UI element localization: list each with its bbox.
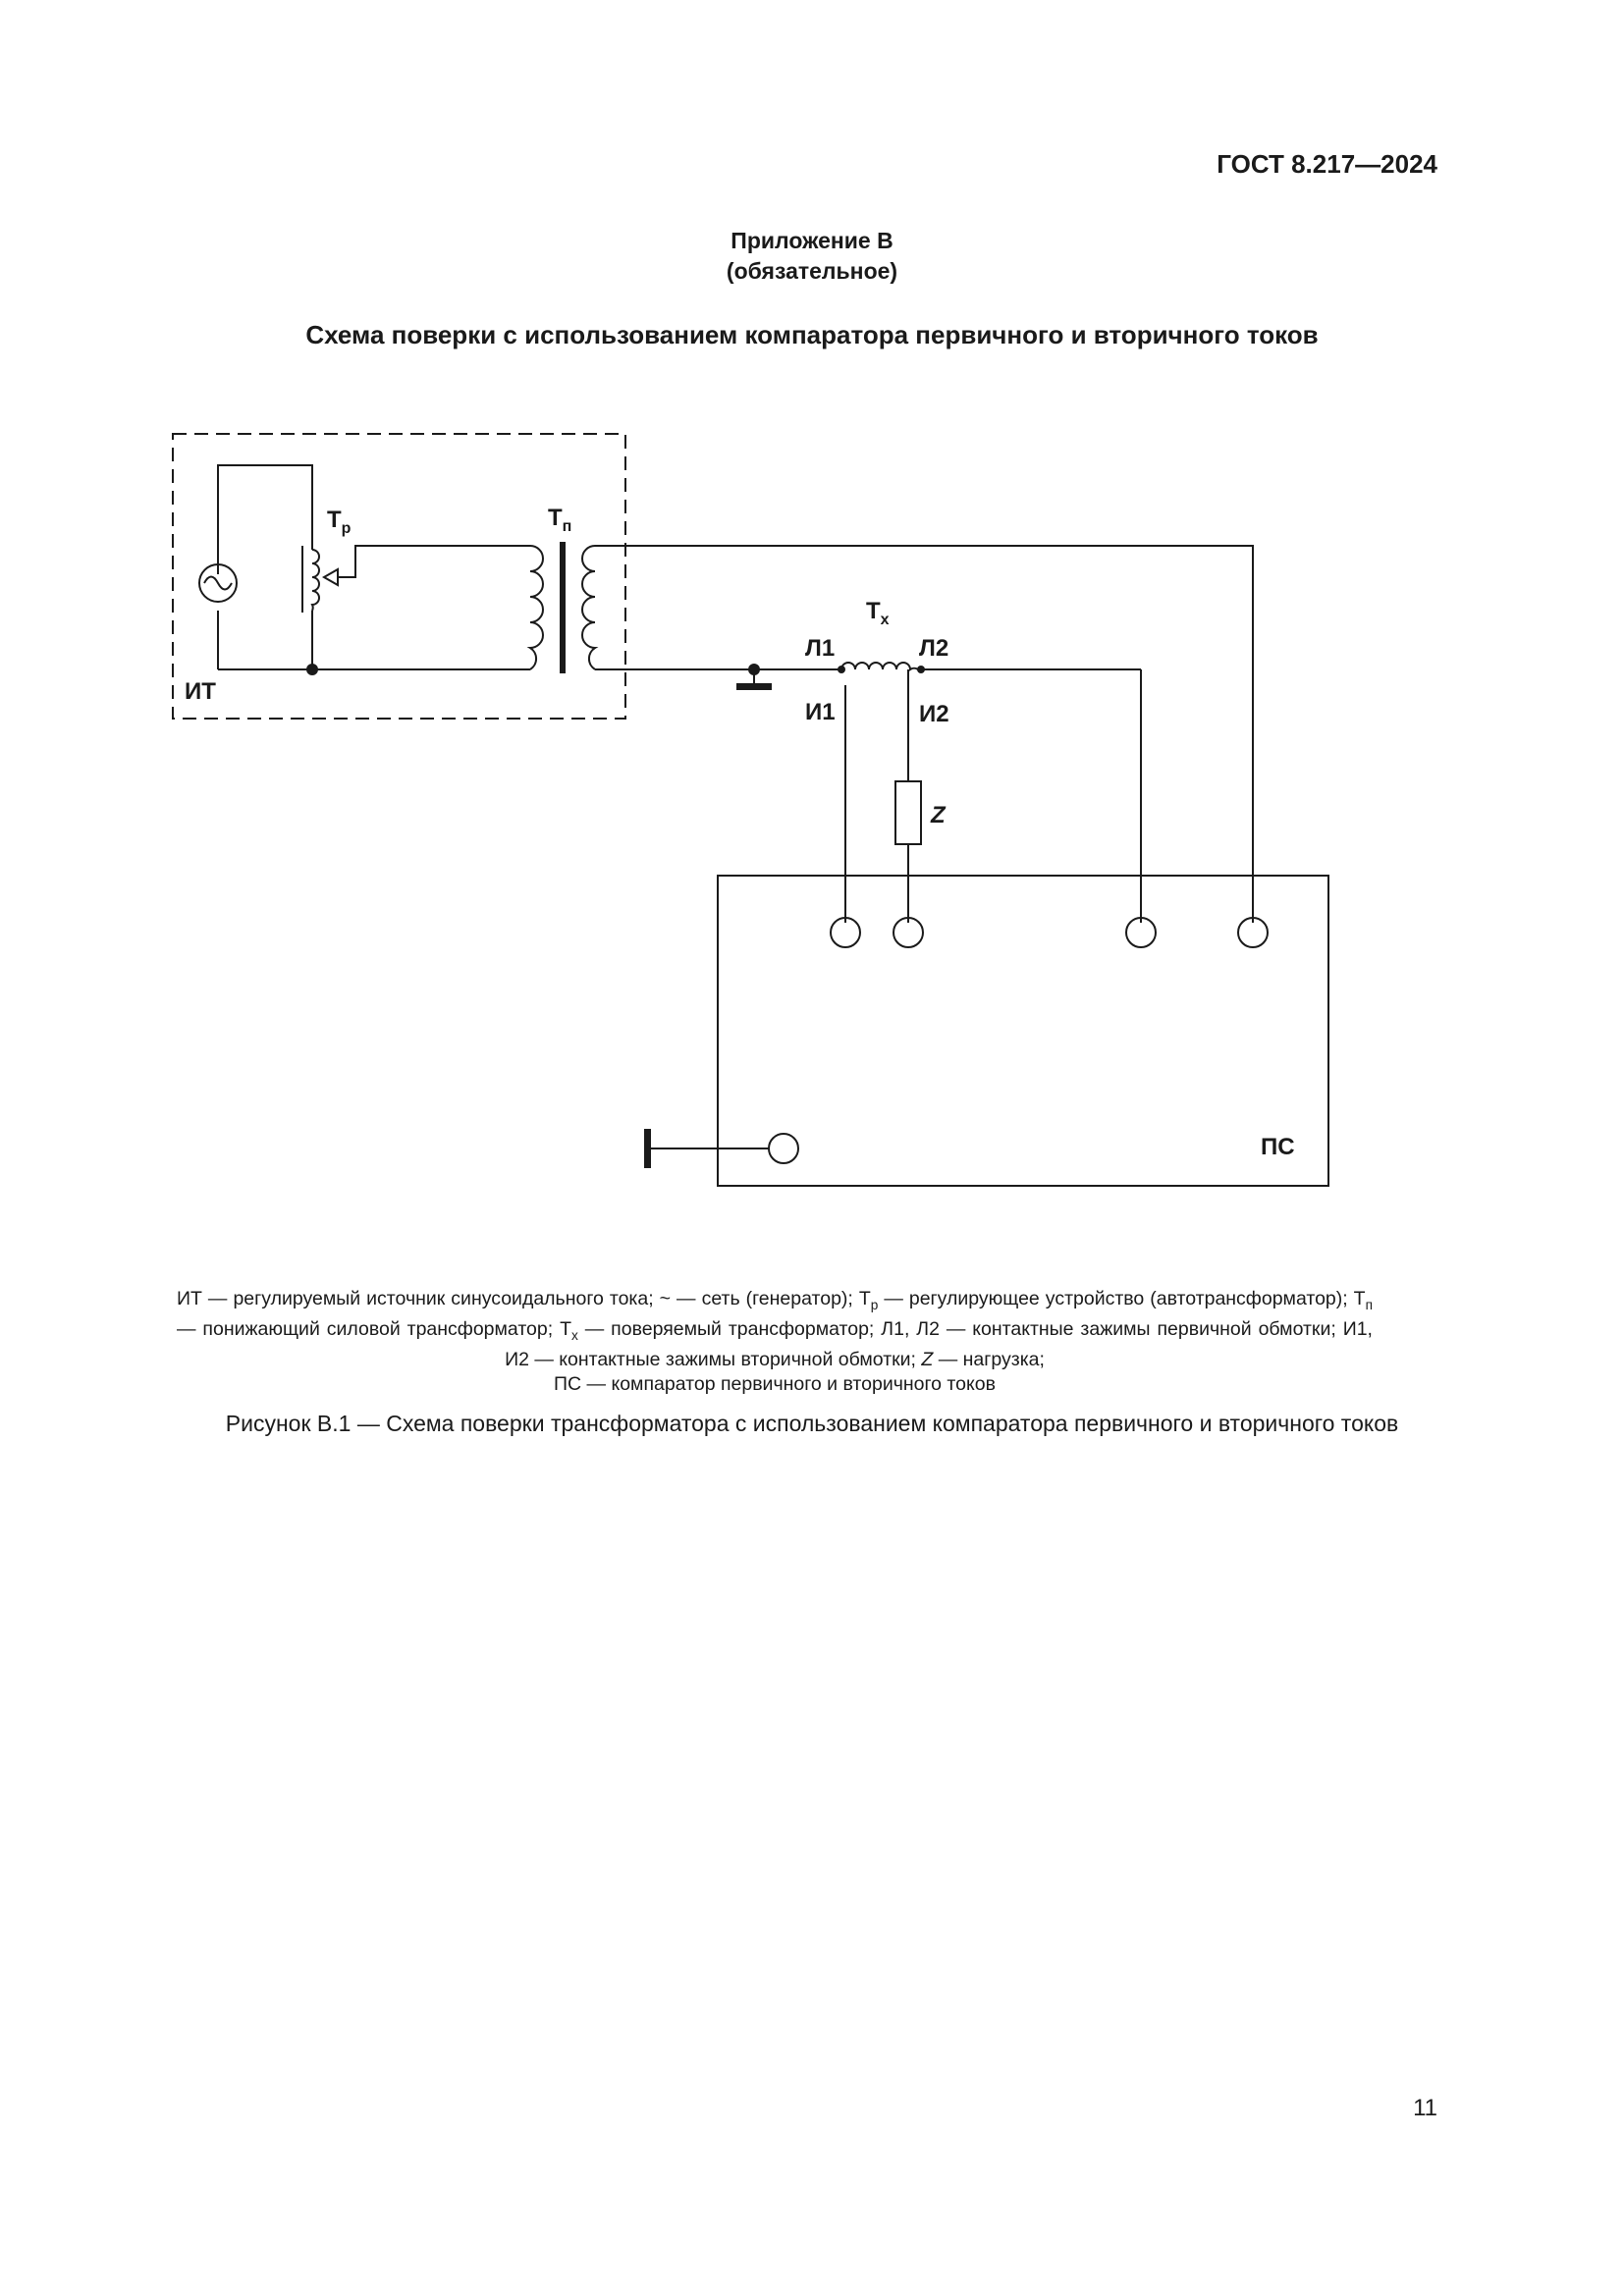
tp-primary-coil — [530, 546, 543, 669]
tr-wiper-arrow — [324, 569, 338, 585]
document-id: ГОСТ 8.217—2024 — [1217, 149, 1437, 179]
terminal-ground — [769, 1134, 798, 1163]
label-tp: $Т_п$ — [548, 505, 572, 535]
ground-symbol-left — [644, 1129, 651, 1168]
tx-coil — [841, 663, 918, 669]
label-tx: $Т_х$ — [866, 598, 890, 628]
tr-coil — [312, 550, 319, 611]
label-i1: И1 — [805, 699, 836, 725]
wire-wiper — [338, 546, 530, 577]
tp-secondary-coil — [582, 546, 595, 669]
label-i2: И2 — [919, 701, 949, 727]
appendix-title: Приложение В — [731, 228, 893, 253]
label-z: Z — [931, 802, 946, 828]
label-tr: $Т_р$ — [327, 507, 352, 537]
it-dashed-box — [173, 434, 625, 719]
label-ps: ПС — [1261, 1134, 1295, 1160]
page-number: 11 — [1413, 2095, 1437, 2121]
junction-dot — [748, 664, 760, 675]
junction-dot — [917, 666, 925, 673]
label-l1: Л1 — [805, 635, 836, 662]
junction-dot — [838, 666, 845, 673]
wire-source-top — [218, 465, 312, 574]
junction-dot — [306, 664, 318, 675]
figure-legend: ИТ — регулируемый источник синусоидального тока; ~ — сеть (генератор); $Т_р$ — регулирующее устройство (автотрансформатор); $Т_п$ — понижающий силовой трансформатор; $Т_х$ — поверяемый трансформатор; Л1, Л2 — контактные зажимы первичной обмотки; И1, И2 — контактные зажимы вторичной обмотки; Z — нагрузка; ПС — компаратор первичного и вторичного токов — [177, 1288, 1373, 1395]
appendix-note: (обязательное) — [726, 258, 898, 284]
ps-box — [718, 876, 1328, 1186]
figure-caption: Рисунок В.1 — Схема поверки трансформатора с использованием компаратора первичного и вторичного токов — [225, 1411, 1399, 1436]
ac-source-sine — [204, 577, 232, 590]
resistor-z — [895, 781, 921, 844]
label-it: ИТ — [185, 678, 216, 705]
label-l2: Л2 — [919, 635, 949, 662]
section-title: Схема поверки с использованием компаратора первичного и вторичного токов — [305, 320, 1319, 349]
ground-symbol-top — [736, 683, 772, 690]
wire-top-right — [595, 546, 1253, 923]
